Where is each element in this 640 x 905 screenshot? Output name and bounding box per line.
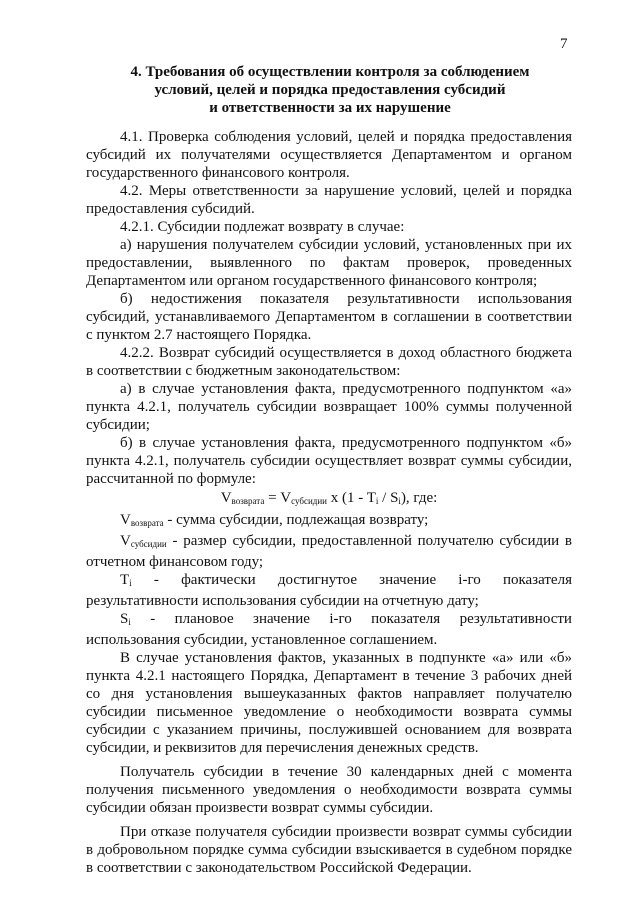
paragraph-4-2-1-b: б) недостижения показателя результативности использования субсидий, устанавливаемого Департаментом в соглашении в соответствии с пунктом 2.7 настоящего Порядка.: [86, 291, 572, 343]
definition-t-first-line: [86, 571, 572, 592]
paragraph-4-2-1: 4.2.1. Субсидии подлежат возврату в случае:: [120, 219, 405, 235]
definition-s: [86, 610, 572, 649]
paragraph-4-2: 4.2. Меры ответственности за нарушение условий, целей и порядка предоставления субсидий.: [86, 183, 572, 217]
formula-subscript: возврата: [231, 496, 265, 506]
definition-s-first-line: [86, 610, 572, 631]
heading-line: и ответственности за их нарушение: [209, 100, 451, 116]
section-heading: [80, 63, 580, 117]
formula-part: x (1 - T: [327, 490, 376, 506]
formula-subscript: i: [375, 496, 379, 506]
paragraph-4-1: 4.1. Проверка соблюдения условий, целей и порядка предоставления субсидий их получателями осуществляется Департаментом и органом государственного финансового контроля.: [86, 129, 572, 181]
symbol: $T_i$: [120, 572, 132, 588]
definition-text: - сумма субсидии, подлежащая возврату;: [163, 512, 429, 528]
paragraph-4-2-1-a: а) нарушения получателем субсидии условий, установленных при их предоставлении, выявленного по фактам проверок, проведенных Департаментом или органом государственного финансового контроля;: [86, 237, 572, 289]
paragraph-4-2-2-b: б) в случае установления факта, предусмотренного подпунктом «б» пункта 4.2.1, получатель субсидии осуществляет возврат суммы субсидии, рассчитанной по формуле:: [86, 435, 572, 487]
definition-word: -: [153, 572, 159, 588]
paragraph-30-days: Получатель субсидии в течение 30 календарных дней с момента получения письменного уведомления о необходимости возврата суммы субсидии обязан произвести возврат суммы субсидии.: [86, 764, 572, 816]
document-body: [86, 128, 572, 877]
formula-part: ), где:: [400, 490, 438, 506]
definition-word: значение: [253, 611, 310, 627]
paragraph-4-2-2: 4.2.2. Возврат субсидий осуществляется в доход областного бюджета в соответствии с бюджетным законодательством:: [86, 345, 572, 379]
symbol-subscript: субсидии: [130, 539, 167, 549]
definition-word: показателя: [502, 572, 572, 588]
formula-subscript: субсидии: [291, 496, 327, 506]
definition-v-subsidy: [86, 532, 572, 571]
definition-t-continuation: результативности использования субсидии на отчетную дату;: [86, 593, 479, 609]
definition-s-continuation: использования субсидии, установленное соглашением.: [86, 632, 438, 648]
paragraph-4-2-2-a: а) в случае установления факта, предусмотренного подпунктом «а» пункта 4.2.1, получатель субсидии возвращает 100% суммы полученной субсидии;: [86, 381, 572, 433]
definition-word: i-го: [329, 611, 352, 627]
definition-word: -: [150, 611, 156, 627]
symbol: V: [120, 533, 131, 549]
formula-subscript: i: [398, 496, 401, 506]
definition-word: фактически: [181, 572, 256, 588]
definition-word: достигнутое: [277, 572, 357, 588]
definition-word: i-го: [458, 572, 481, 588]
formula-part: V: [220, 490, 232, 506]
definition-word: плановое: [174, 611, 234, 627]
refund-formula: [86, 489, 572, 510]
formula-part: = V: [264, 490, 292, 506]
definition-text: - размер субсидии, предоставленной получателю субсидии в отчетном финансовом году;: [86, 533, 572, 570]
symbol: V: [120, 512, 131, 528]
symbol: $S_i$: [120, 611, 131, 627]
definition-word: показателя: [371, 611, 441, 627]
definition-v-return: [86, 511, 572, 532]
paragraph-notice: В случае установления фактов, указанных в подпункте «а» или «б» пункта 4.2.1 настоящего Порядка, Департамент в течение 3 рабочих дней со дня установления вышеуказанных фактов направляет получателю субсидии письменное уведомление о необходимости возврата суммы субсидии с указанием причины, послужившей основанием для возврата субсидии, и реквизитов для перечисления денежных средств.: [86, 650, 572, 756]
heading-line: 4. Требования об осуществлении контроля за соблюдением: [130, 64, 530, 80]
paragraph-refusal: При отказе получателя субсидии произвести возврат суммы субсидии в добровольном порядке сумма субсидии взыскивается в судебном порядке в соответствии с законодательством Российской Федерации.: [86, 824, 572, 876]
page-number: 7: [560, 36, 568, 52]
definition-word: результативности: [459, 611, 572, 627]
heading-line: условий, целей и порядка предоставления субсидий: [154, 82, 506, 98]
definition-t: [86, 571, 572, 610]
definition-word: значение: [379, 572, 437, 588]
symbol-subscript: возврата: [130, 518, 164, 528]
formula-part: / S: [378, 490, 399, 506]
